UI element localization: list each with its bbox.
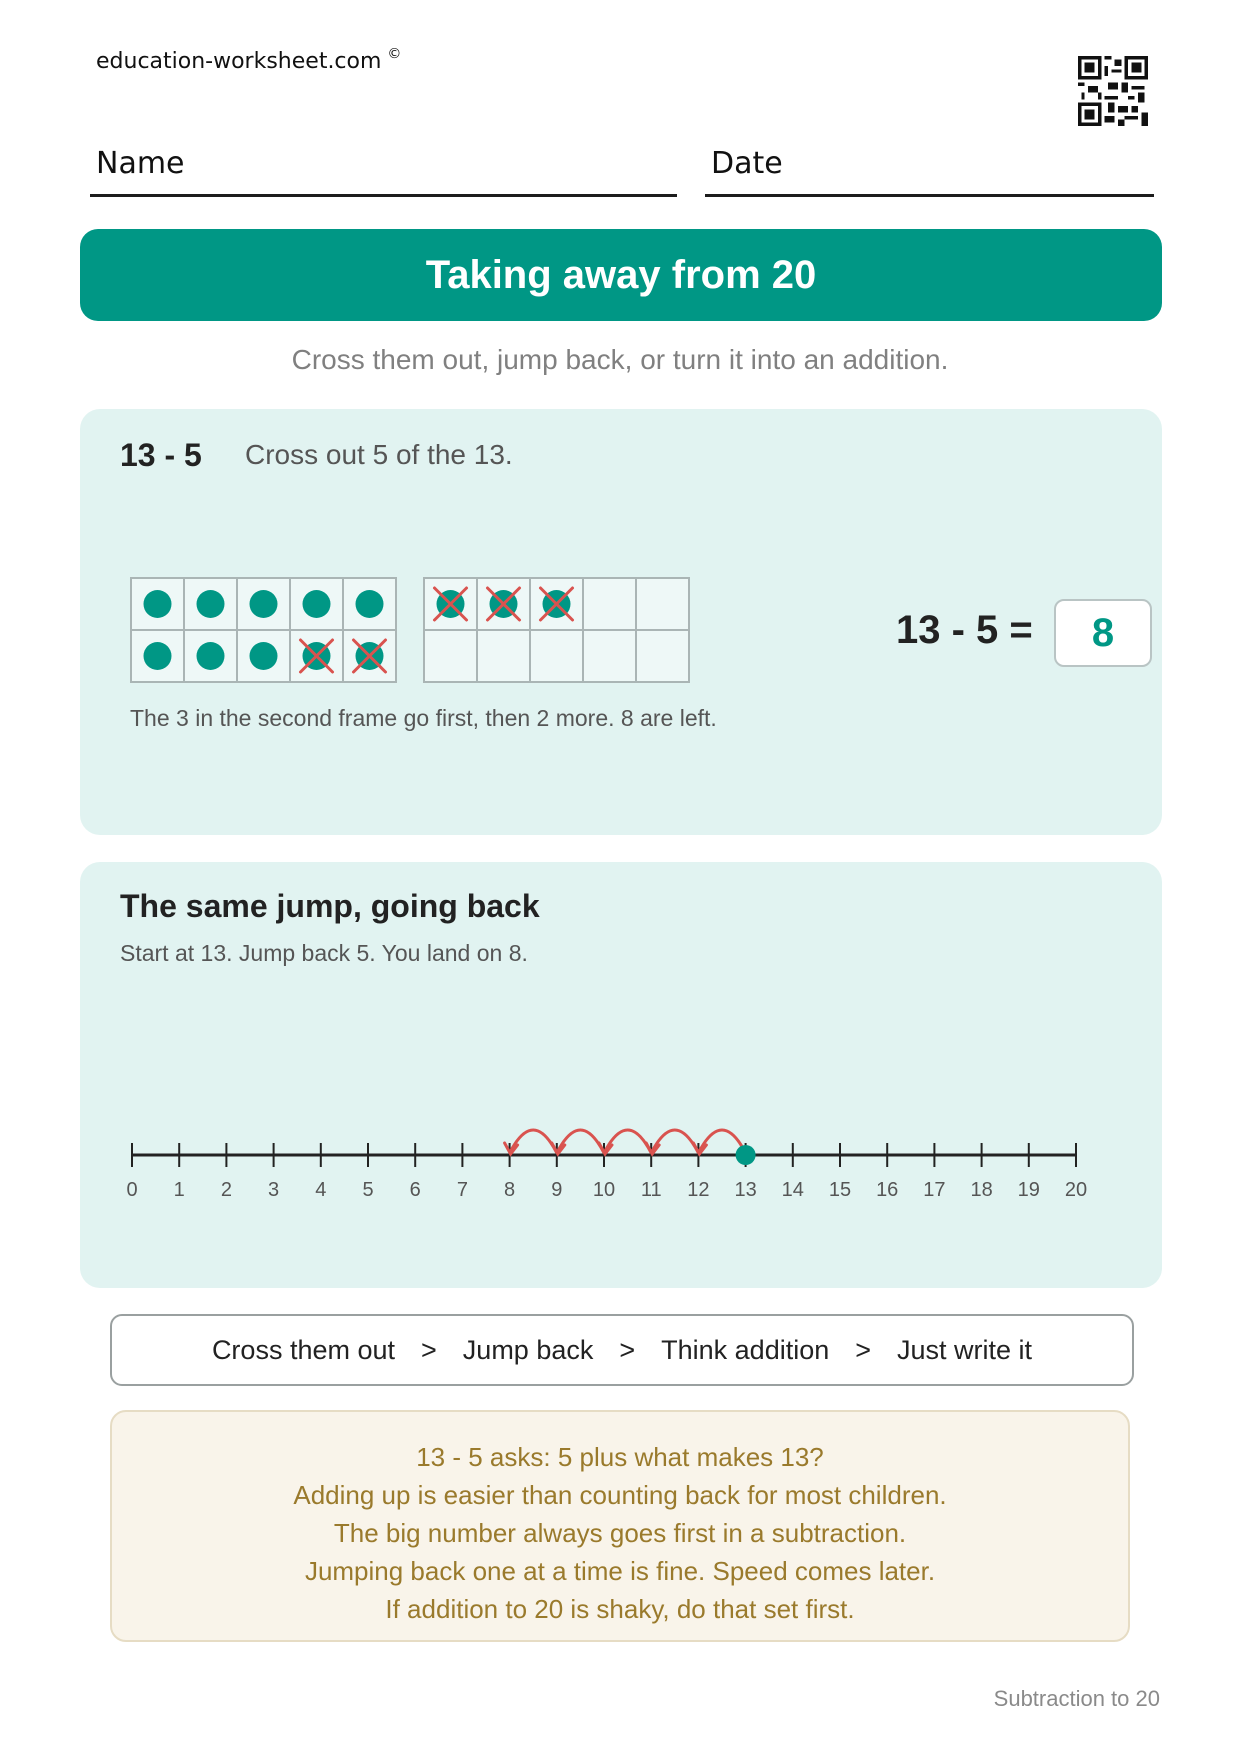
copyright-symbol: © [387, 46, 402, 62]
equation-text: 13 - 5 = [896, 608, 1033, 652]
jump-arc [604, 1130, 651, 1153]
frame-note: The 3 in the second frame go first, then 2 more. 8 are left. [130, 705, 717, 731]
number-line [126, 1097, 1130, 1201]
start-point [736, 1145, 756, 1165]
strategy-separator: > [855, 1334, 872, 1365]
tick-label: 8 [504, 1179, 516, 1201]
tick-label: 7 [456, 1179, 468, 1201]
tick-label: 11 [640, 1179, 662, 1201]
tip-line: 13 - 5 asks: 5 plus what makes 13? [416, 1442, 824, 1472]
ten-frame-2 [423, 577, 691, 685]
subtitle: Cross them out, jump back, or turn it into an addition. [291, 344, 949, 375]
date-field[interactable] [705, 132, 1154, 197]
strategy-step: Think addition [661, 1334, 830, 1365]
date-label: Date [711, 146, 783, 181]
counter-dot [197, 642, 225, 670]
frame-cell [583, 630, 636, 682]
tip-line: If addition to 20 is shaky, do that set first. [385, 1594, 855, 1624]
counter-dot [197, 590, 225, 618]
strategy-separator: > [421, 1334, 437, 1365]
jump-arc [557, 1130, 604, 1153]
strategy-step: Cross them out [211, 1334, 396, 1365]
counter-dot [144, 590, 172, 618]
tick-label: 17 [923, 1179, 946, 1201]
tick-label: 19 [1017, 1179, 1040, 1201]
tick-label: 18 [970, 1179, 993, 1201]
frame-cell [530, 630, 583, 682]
tick-label: 3 [268, 1179, 280, 1201]
tick-label: 0 [126, 1179, 138, 1201]
counter-dot [303, 590, 331, 618]
strategy-step: Jump back [462, 1334, 594, 1365]
cross-out-panel [80, 409, 1162, 835]
tick-label: 5 [362, 1179, 374, 1201]
tick-label: 13 [734, 1179, 757, 1201]
tick-label: 12 [687, 1179, 710, 1201]
brand-text: education-worksheet.com [96, 49, 382, 74]
tick-label: 20 [1064, 1179, 1088, 1201]
answer-value: 8 [1091, 610, 1115, 655]
section-heading: The same jump, going back [120, 888, 540, 924]
name-label: Name [96, 146, 185, 181]
tick-label: 6 [409, 1179, 421, 1201]
tick-label: 1 [173, 1179, 185, 1201]
jump-arc [651, 1130, 698, 1153]
frame-cell [477, 630, 530, 682]
tips-box [110, 1410, 1130, 1642]
title-banner [80, 229, 1162, 321]
tick-label: 10 [592, 1179, 616, 1201]
frame-cell [636, 578, 689, 630]
answer-box[interactable] [1054, 599, 1152, 667]
strategy-bar [110, 1314, 1134, 1386]
tick-label: 14 [781, 1179, 804, 1201]
jump-arc [510, 1130, 557, 1153]
problem-expression: 13 - 5 [120, 437, 202, 473]
site-brand [96, 46, 401, 74]
tip-line: Adding up is easier than counting back for most children. [293, 1480, 947, 1510]
footer-label: Subtraction to 20 [993, 1686, 1160, 1711]
frame-cell [583, 578, 636, 630]
tick-label: 9 [551, 1179, 563, 1201]
tick-label: 15 [828, 1179, 852, 1201]
counter-dot [250, 642, 278, 670]
number-line-panel [80, 862, 1162, 1288]
counter-dot [356, 590, 384, 618]
counter-dot [250, 590, 278, 618]
tip-line: The big number always goes first in a subtraction. [333, 1518, 907, 1548]
tick-label: 4 [315, 1179, 327, 1201]
name-field[interactable] [90, 132, 677, 197]
page-title: Taking away from 20 [425, 252, 817, 297]
tick-label: 2 [220, 1179, 232, 1201]
strategy-step: Just write it [897, 1334, 1033, 1365]
tip-line: Jumping back one at a time is fine. Speed comes later. [304, 1556, 936, 1586]
frame-cell [424, 630, 477, 682]
qr-code-icon [1078, 56, 1148, 126]
ten-frame-1 [130, 577, 398, 685]
counter-dot [144, 642, 172, 670]
problem-instruction: Cross out 5 of the 13. [245, 439, 513, 470]
tick-label: 16 [876, 1179, 899, 1201]
strategy-separator: > [619, 1334, 636, 1365]
section-description: Start at 13. Jump back 5. You land on 8. [120, 940, 528, 966]
frame-cell [636, 630, 689, 682]
